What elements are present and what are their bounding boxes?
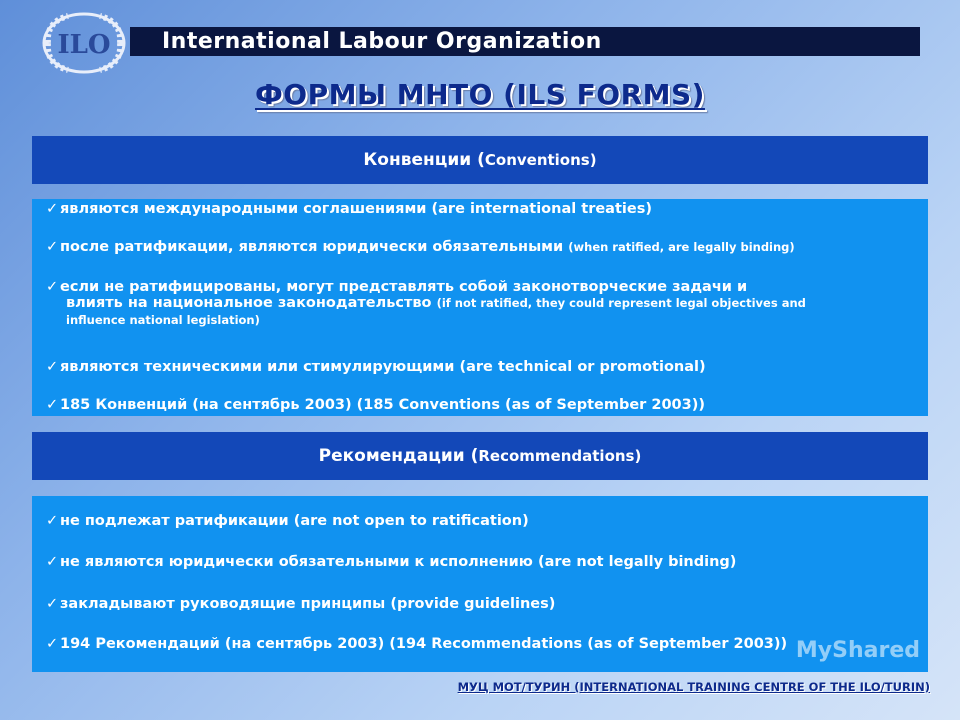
conventions-panel (32, 199, 928, 416)
conventions-item-4: ✓ являются техническими или стимулирующими (are technical or promotional) (46, 359, 706, 375)
ilo-logo (38, 12, 130, 74)
conventions-header-en: Conventions) (484, 151, 597, 169)
checkmark-icon: ✓ (46, 513, 59, 529)
conventions-item-5: ✓ 185 Конвенций (на сентябрь 2003) (185 Conventions (as of September 2003)) (46, 397, 705, 413)
conventions-item-3: ✓ если не ратифицированы, могут представлять собой законотворческие задачи и влиять на национальное законодательство (if not ratified, they could represent legal objectives and influence national legislation) (46, 279, 806, 327)
conventions-item-2: ✓ после ратификации, являются юридически обязательными (when ratified, are legally binding) (46, 239, 795, 255)
checkmark-icon: ✓ (46, 239, 59, 255)
organization-name-bar: International Labour Organization (130, 27, 920, 56)
recommendations-header-ru: Рекомендации ( (318, 446, 479, 466)
checkmark-icon: ✓ (46, 596, 59, 612)
checkmark-icon: ✓ (46, 397, 59, 413)
checkmark-icon: ✓ (46, 201, 59, 217)
conventions-header-ru: Конвенции ( (363, 150, 485, 170)
watermark: MyShared (795, 638, 920, 663)
recommendations-item-1: ✓ не подлежат ратификации (are not open to ratification) (46, 513, 529, 529)
recommendations-header-en: Recommendations) (478, 447, 642, 465)
recommendations-panel (32, 496, 928, 672)
checkmark-icon: ✓ (46, 636, 59, 652)
conventions-header (32, 136, 928, 184)
checkmark-icon: ✓ (46, 359, 59, 375)
conventions-item-1: ✓ являются международными соглашениями (are international treaties) (46, 201, 652, 217)
recommendations-item-2: ✓ не являются юридически обязательными к исполнению (are not legally binding) (46, 554, 737, 570)
recommendations-header (32, 432, 928, 480)
checkmark-icon: ✓ (46, 554, 59, 570)
recommendations-item-4: ✓ 194 Рекомендаций (на сентябрь 2003) (194 Recommendations (as of September 2003)) (46, 636, 788, 652)
recommendations-item-3: ✓ закладывают руководящие принципы (provide guidelines) (46, 596, 556, 612)
footer-credit: МУЦ МОТ/ТУРИН (INTERNATIONAL TRAINING CENTRE OF THE ILO/TURIN) (457, 680, 930, 694)
logo-text: ILO (57, 30, 111, 60)
checkmark-icon: ✓ (46, 279, 59, 295)
page-title: ФОРМЫ МНТО (ILS FORMS) (255, 78, 705, 111)
